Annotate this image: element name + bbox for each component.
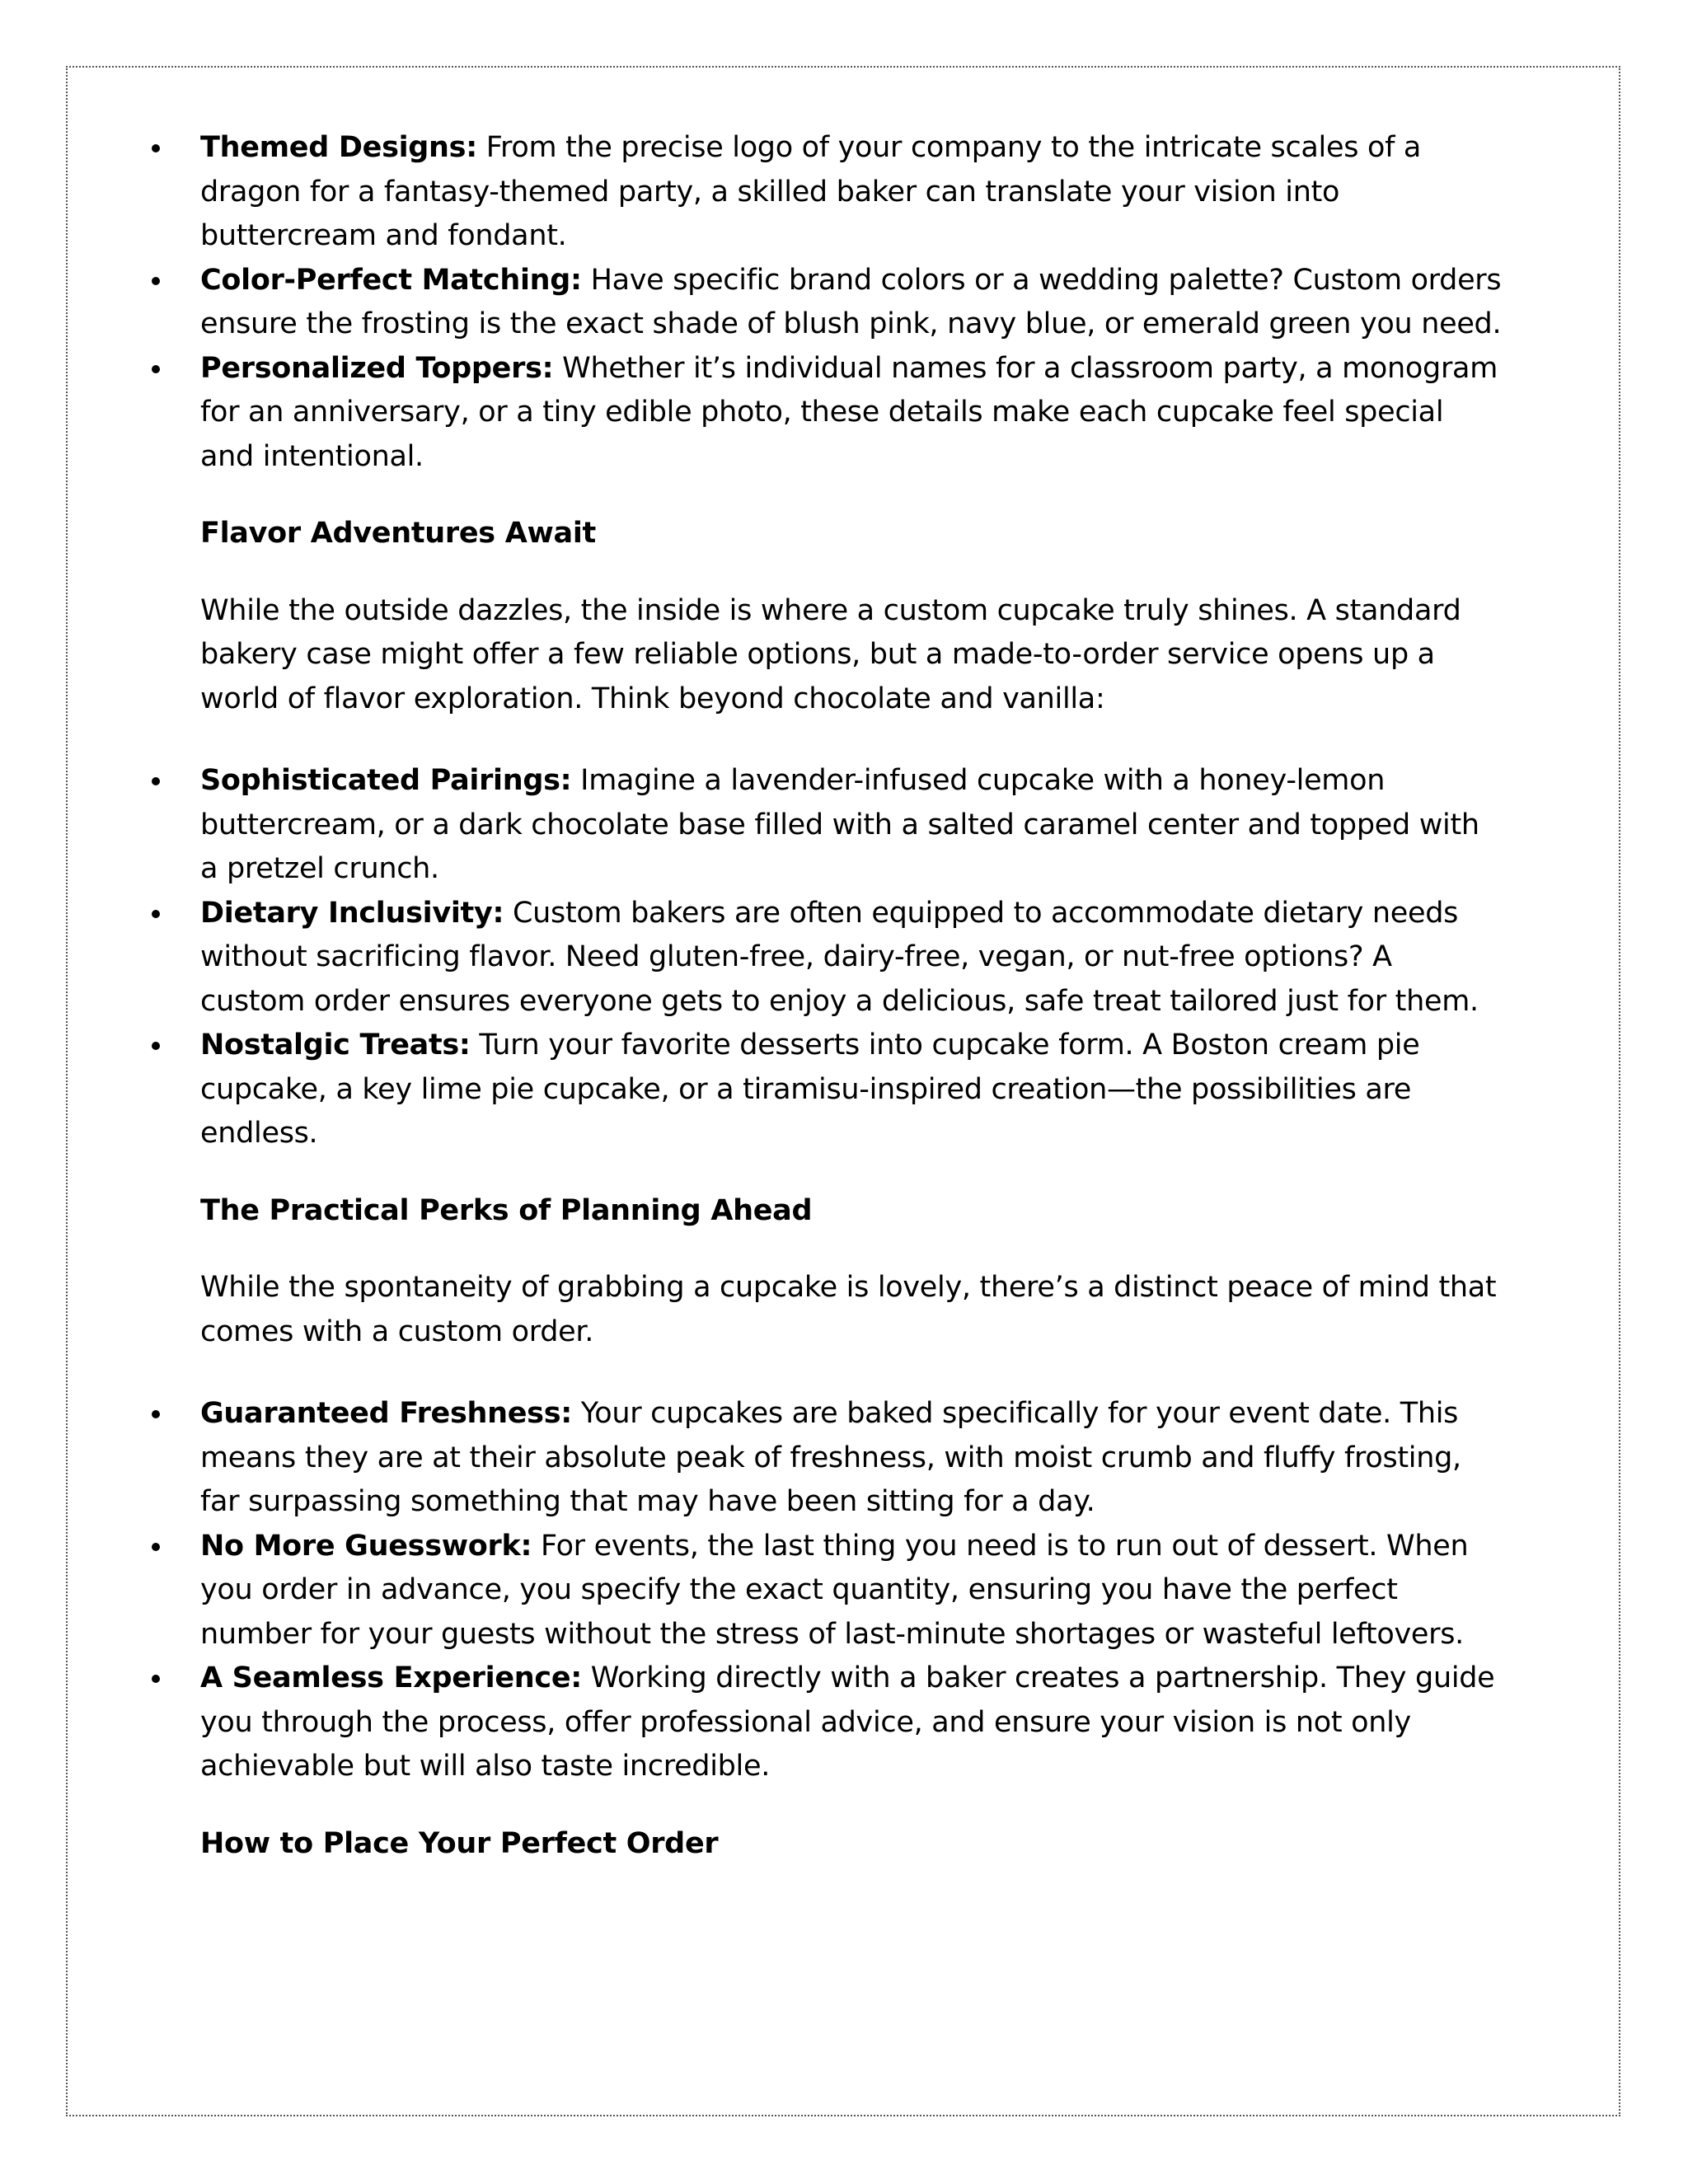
list-item [143,347,1503,480]
planning-intro: While the spontaneity of grabbing a cupcake is lovely, there’s a distinct peace of mind that comes with a custom order. [200,1271,1497,1348]
item-term: No More Guesswork: [200,1529,532,1563]
list-item [143,126,1503,259]
bullet-icon [152,365,160,373]
list-item [143,1392,1503,1525]
item-text: From the precise logo of your company to the intricate scales of a dragon for a fantasy-themed party, a skilled baker can translate your vision into buttercream and fondant. [200,131,1422,252]
bullet-icon [152,1675,160,1683]
design-list [143,126,1503,479]
flavor-list [143,759,1503,1156]
item-text: Have specific brand colors or a wedding palette? Custom orders ensure the frosting is the exact shade of blush pink, navy blue, or emerald green you need. [200,263,1502,340]
item-term: Dietary Inclusivity: [200,896,504,930]
bullet-icon [152,1410,160,1418]
bullet-icon [152,277,160,285]
document-body [143,126,1503,1866]
bullet-icon [152,144,160,152]
item-text: Whether it’s individual names for a classroom party, a monogram for an anniversary, or a tiny edible photo, these details make each cupcake feel special and intentional. [200,351,1498,473]
item-text: Turn your favorite desserts into cupcake form. A Boston cream pie cupcake, a key lime pie cupcake, or a tiramisu-inspired creation—the possibilities are endless. [200,1029,1420,1150]
item-term: Personalized Toppers: [200,351,554,385]
section-heading-planning: The Practical Perks of Planning Ahead [200,1193,813,1227]
list-item [143,1657,1503,1789]
item-text: Custom bakers are often equipped to accommodate dietary needs without sacrificing flavor. Need gluten-free, dairy-free, vegan, or nut-free options? A custom order ensures everyone gets to enjoy a delicious, safe treat tailored just for them. [200,896,1479,1018]
bullet-icon [152,1042,160,1050]
section-heading-order: How to Place Your Perfect Order [200,1826,719,1860]
section-heading-flavor: Flavor Adventures Await [200,517,596,550]
bullet-icon [152,910,160,918]
item-term: Themed Designs: [200,131,477,164]
item-term: A Seamless Experience: [200,1661,582,1694]
bullet-icon [152,777,160,785]
list-item [143,1024,1503,1156]
bullet-icon [152,1543,160,1551]
flavor-intro: While the outside dazzles, the inside is where a custom cupcake truly shines. A standard bakery case might offer a few reliable options, but a made-to-order service opens up a world of flavor exploration. Think beyond chocolate and vanilla: [200,593,1461,715]
item-text: Imagine a lavender-infused cupcake with a honey-lemon buttercream, or a dark chocolate base filled with a salted caramel center and topped with a pretzel crunch. [200,764,1479,885]
list-item [143,759,1503,892]
item-text: Your cupcakes are baked specifically for your event date. This means they are at their absolute peak of freshness, with moist crumb and fluffy frosting, far surpassing something that may have been sitting for a day. [200,1397,1461,1518]
item-term: Sophisticated Pairings: [200,764,572,797]
item-text: For events, the last thing you need is to run out of dessert. When you order in advance, you specify the exact quantity, ensuring you have the perfect number for your guests without the stress of last-minute shortages or wasteful leftovers. [200,1529,1469,1651]
item-term: Nostalgic Treats: [200,1029,471,1062]
list-item [143,259,1503,347]
planning-list [143,1392,1503,1789]
item-term: Guaranteed Freshness: [200,1397,572,1430]
list-item [143,892,1503,1024]
item-term: Color-Perfect Matching: [200,263,582,297]
item-text: Working directly with a baker creates a partnership. They guide you through the process, offer professional advice, and ensure your vision is not only achievable but will also taste incredible. [200,1661,1495,1783]
list-item [143,1525,1503,1657]
